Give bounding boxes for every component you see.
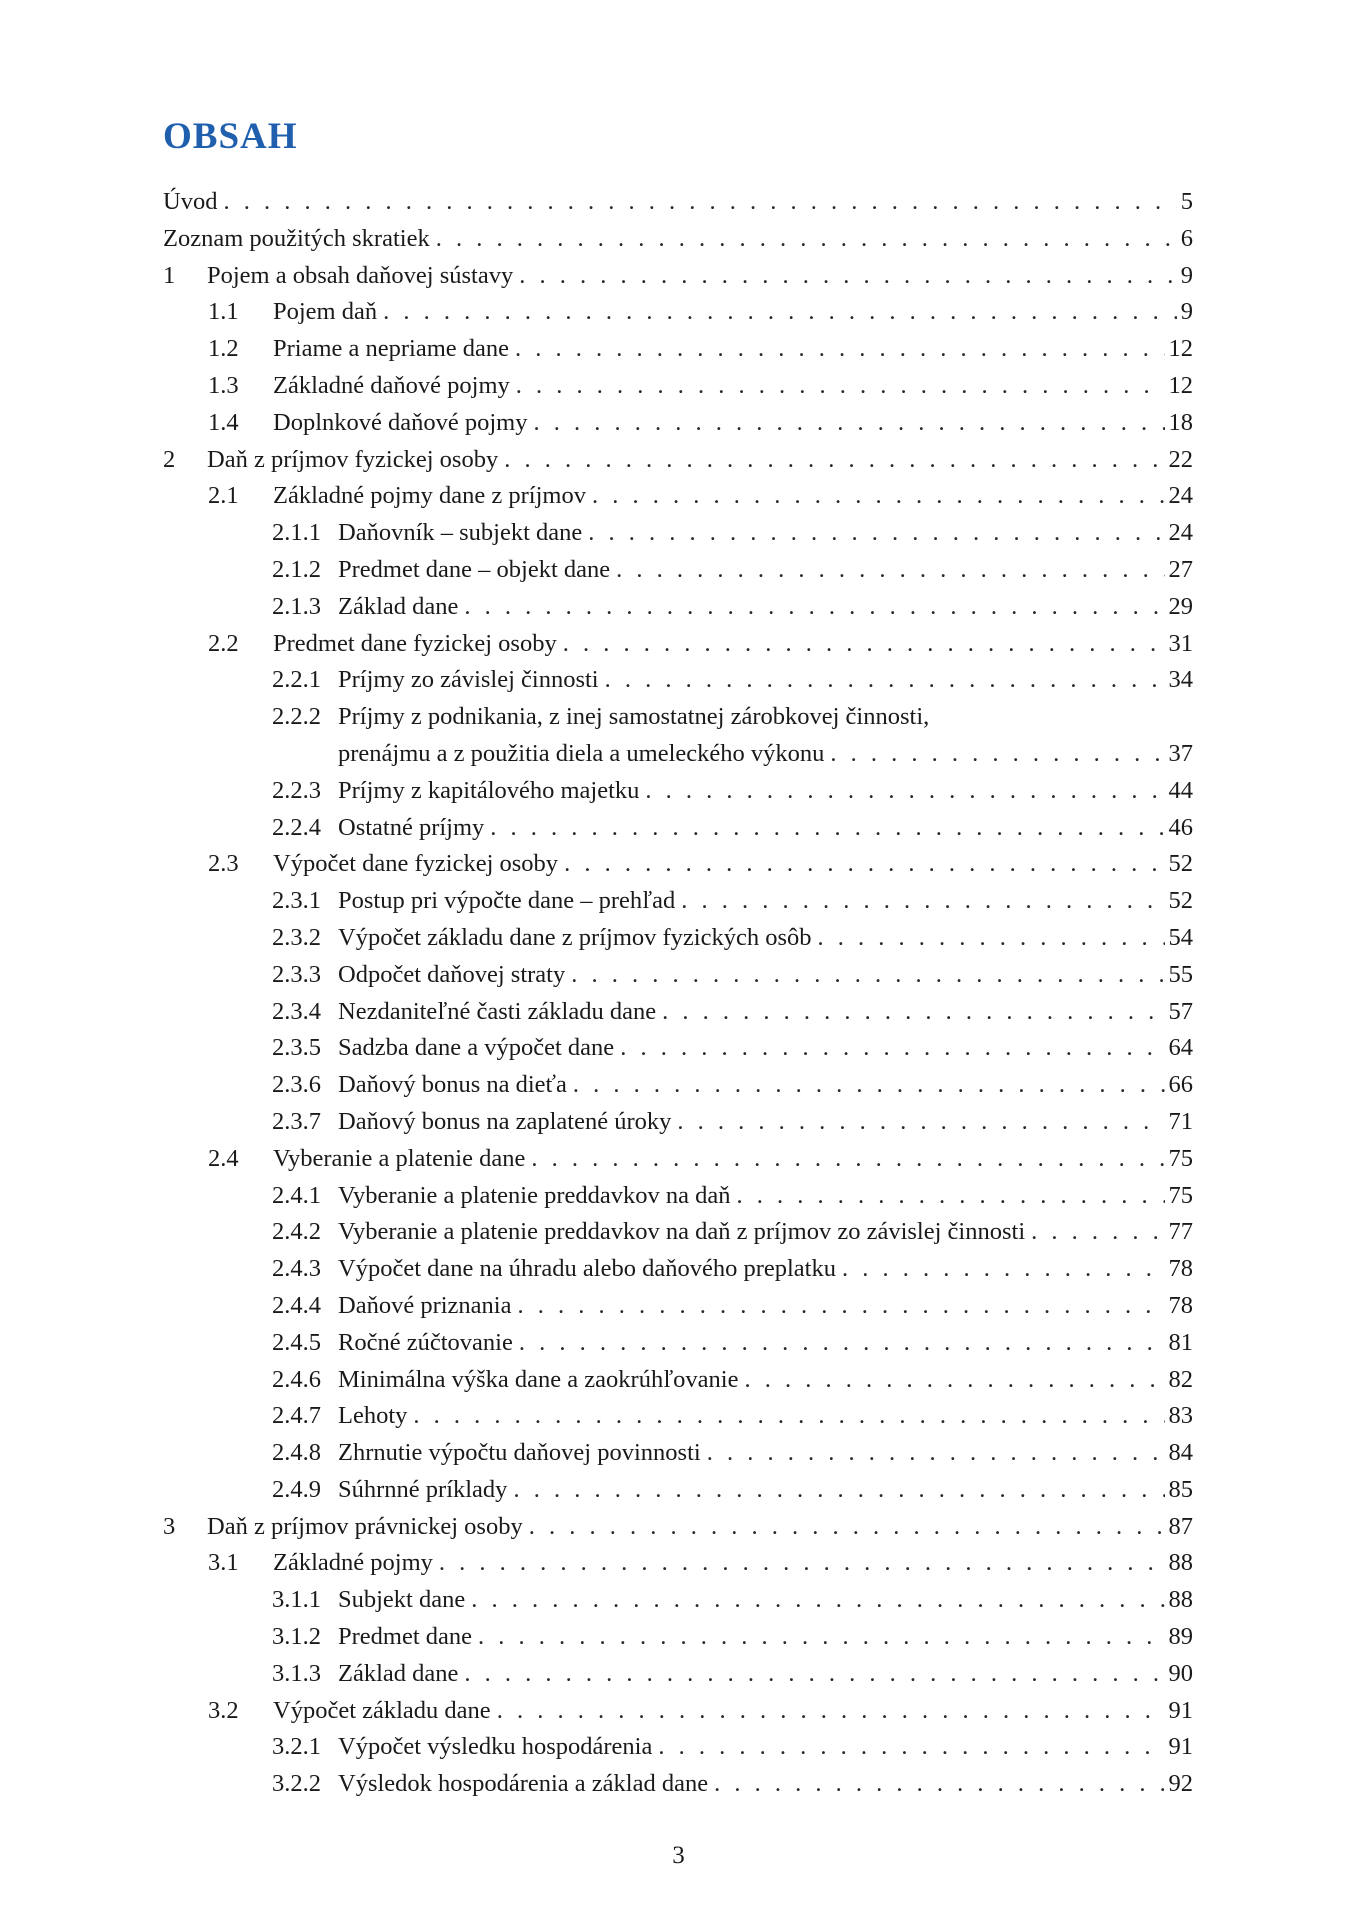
toc-entry[interactable] (163, 258, 1193, 295)
toc-entry-title: Základ dane (338, 1659, 459, 1687)
toc-entry-number: 1 (163, 261, 176, 289)
toc-entry-title: Odpočet daňovej straty (338, 960, 566, 988)
dot-leader (517, 1288, 1164, 1325)
toc-entry-page: 82 (1168, 1365, 1193, 1393)
toc-entry-page: 27 (1168, 555, 1193, 583)
toc-entry[interactable] (163, 1178, 1193, 1215)
toc-entry-title: Pojem a obsah daňovej sústavy (207, 261, 514, 289)
dot-leader (677, 1104, 1164, 1141)
toc-entry-title: Príjmy z podnikania, z inej samostatnej zárobkovej činnosti, (338, 703, 930, 731)
toc-entry-number: 2.2.2 (272, 703, 321, 731)
toc-entry-title: Základ dane (338, 592, 459, 620)
toc-entry-page: 78 (1168, 1291, 1193, 1319)
toc-entry-number: 2.2.3 (272, 776, 321, 804)
toc-entry-title: Daň z príjmov právnickej osoby (207, 1512, 523, 1540)
toc-entry-page: 22 (1168, 445, 1193, 473)
toc-entry[interactable] (163, 589, 1193, 626)
page-title: OBSAH (163, 116, 298, 157)
toc-entry-title: Predmet dane (338, 1623, 473, 1651)
toc-entry-title: Výpočet výsledku hospodárenia (338, 1733, 653, 1761)
toc-entry-number: 2.3.7 (272, 1107, 321, 1135)
toc-entry-page: 64 (1168, 1034, 1193, 1062)
toc-entry-page: 66 (1168, 1071, 1193, 1099)
toc-entry-page: 24 (1168, 482, 1193, 510)
toc-entry-number: 2.4.1 (272, 1181, 321, 1209)
toc-entry-number: 3.1.1 (272, 1586, 321, 1614)
toc-entry-title: Výpočet dane na úhradu alebo daňového preplatku (338, 1255, 836, 1283)
toc-entry[interactable] (163, 1398, 1193, 1435)
dot-leader (707, 1435, 1165, 1472)
toc-entry-page: 88 (1168, 1549, 1193, 1577)
toc-entry[interactable] (163, 773, 1193, 810)
dot-leader (513, 1472, 1164, 1509)
toc-entry[interactable] (163, 1288, 1193, 1325)
dot-leader (529, 1509, 1165, 1546)
toc-entry-number: 3.1.3 (272, 1659, 321, 1687)
toc-entry-number: 2.4.6 (272, 1365, 321, 1393)
toc-entry-page: 12 (1168, 335, 1193, 363)
toc-entry-title: Výpočet základu dane z príjmov fyzických osôb (338, 923, 812, 951)
dot-leader (564, 846, 1164, 883)
toc-entry[interactable] (163, 1509, 1193, 1546)
toc-entry[interactable] (163, 1030, 1193, 1067)
toc-entry-title: Zoznam použitých skratiek (163, 224, 430, 252)
toc-entry-title: Pojem daň (273, 298, 378, 326)
toc-entry-number: 2 (163, 445, 176, 473)
toc-entry-page: 88 (1168, 1586, 1193, 1614)
toc-entry-number: 2.1.3 (272, 592, 321, 620)
toc-entry[interactable] (163, 1251, 1193, 1288)
toc-entry[interactable] (163, 1766, 1193, 1803)
toc-entry-title: Výpočet základu dane (273, 1696, 491, 1724)
table-of-contents (163, 184, 1193, 1803)
toc-entry-number: 1.3 (208, 371, 239, 399)
toc-entry-page: 91 (1168, 1696, 1193, 1724)
toc-entry-number: 2.3.5 (272, 1034, 321, 1062)
toc-entry[interactable] (163, 368, 1193, 405)
toc-entry-title: Daňový bonus na zaplatené úroky (338, 1107, 672, 1135)
toc-entry[interactable] (163, 1582, 1193, 1619)
dot-leader (383, 294, 1177, 331)
toc-entry-number: 2.4.8 (272, 1439, 321, 1467)
toc-entry-title: Ostatné príjmy (338, 813, 485, 841)
dot-leader (681, 883, 1164, 920)
dot-leader (519, 258, 1177, 295)
toc-entry[interactable] (163, 1693, 1193, 1730)
toc-entry-title: Základné daňové pojmy (273, 371, 510, 399)
dot-leader (413, 1398, 1164, 1435)
toc-entry[interactable] (163, 810, 1193, 847)
dot-leader (592, 478, 1165, 515)
toc-entry-number: 1.4 (208, 408, 239, 436)
toc-entry[interactable] (163, 1325, 1193, 1362)
toc-entry-page: 44 (1168, 776, 1193, 804)
dot-leader (519, 1325, 1165, 1362)
toc-entry-title: prenájmu a z použitia diela a umeleckého výkonu (338, 739, 825, 767)
toc-entry-number: 3.2.2 (272, 1770, 321, 1798)
toc-entry[interactable] (163, 1214, 1193, 1251)
toc-entry[interactable] (163, 442, 1193, 479)
toc-entry[interactable] (163, 1619, 1193, 1656)
toc-entry-page: 55 (1168, 960, 1193, 988)
page-number: 3 (672, 1842, 685, 1869)
dot-leader (616, 552, 1164, 589)
toc-entry-title: Základné pojmy (273, 1549, 433, 1577)
toc-entry-number: 2.4.9 (272, 1475, 321, 1503)
toc-entry-number: 2.3.2 (272, 923, 321, 951)
dot-leader (531, 1141, 1164, 1178)
toc-entry-number: 2.1 (208, 482, 239, 510)
toc-entry[interactable] (163, 515, 1193, 552)
toc-entry-title: Súhrnné príklady (338, 1475, 508, 1503)
toc-entry-title: Ročné zúčtovanie (338, 1328, 513, 1356)
dot-leader (818, 920, 1165, 957)
toc-entry-number: 3.2.1 (272, 1733, 321, 1761)
dot-leader (464, 1656, 1164, 1693)
dot-leader (515, 331, 1164, 368)
toc-entry-number: 2.1.1 (272, 519, 321, 547)
toc-entry-page: 29 (1168, 592, 1193, 620)
toc-entry[interactable] (163, 184, 1193, 221)
toc-entry-title: Priame a nepriame dane (273, 335, 510, 363)
toc-entry-page: 57 (1168, 997, 1193, 1025)
toc-entry-number: 2.4.2 (272, 1218, 321, 1246)
toc-entry-page: 31 (1168, 629, 1193, 657)
dot-leader (744, 1362, 1164, 1399)
toc-entry-number: 2.4.3 (272, 1255, 321, 1283)
toc-entry-page: 85 (1168, 1475, 1193, 1503)
toc-entry[interactable] (163, 626, 1193, 663)
dot-leader (563, 626, 1165, 663)
toc-entry-page: 12 (1168, 371, 1193, 399)
toc-entry-title: Doplnkové daňové pojmy (273, 408, 528, 436)
toc-entry[interactable] (163, 920, 1193, 957)
toc-entry-title: Príjmy z kapitálového majetku (338, 776, 640, 804)
dot-leader (714, 1766, 1164, 1803)
toc-entry-page: 6 (1180, 224, 1193, 252)
toc-entry[interactable] (163, 957, 1193, 994)
toc-entry-title: Postup pri výpočte dane – prehľad (338, 887, 676, 915)
toc-entry[interactable] (163, 994, 1193, 1031)
toc-entry-title: Zhrnutie výpočtu daňovej povinnosti (338, 1439, 701, 1467)
toc-entry-title: Výpočet dane fyzickej osoby (273, 850, 559, 878)
toc-entry[interactable] (163, 883, 1193, 920)
toc-entry-page: 84 (1168, 1439, 1193, 1467)
toc-entry-number: 2.2.1 (272, 666, 321, 694)
toc-entry-page: 75 (1168, 1144, 1193, 1172)
dot-leader (605, 662, 1165, 699)
toc-entry[interactable] (163, 405, 1193, 442)
toc-entry-page: 54 (1168, 923, 1193, 951)
toc-entry[interactable] (163, 1472, 1193, 1509)
toc-entry-title: Daňové priznania (338, 1291, 512, 1319)
dot-leader (620, 1030, 1164, 1067)
toc-entry-number: 3 (163, 1512, 176, 1540)
dot-leader (645, 773, 1164, 810)
toc-entry-page: 89 (1168, 1623, 1193, 1651)
dot-leader (490, 810, 1164, 847)
dot-leader (737, 1178, 1165, 1215)
toc-entry[interactable] (163, 1141, 1193, 1178)
toc-entry-number: 2.3.3 (272, 960, 321, 988)
toc-entry[interactable] (163, 1362, 1193, 1399)
toc-entry[interactable] (163, 1067, 1193, 1104)
toc-entry[interactable] (163, 662, 1193, 699)
toc-entry-page: 90 (1168, 1659, 1193, 1687)
toc-entry-title: Predmet dane – objekt dane (338, 555, 611, 583)
toc-entry-page: 83 (1168, 1402, 1193, 1430)
toc-entry-title: Nezdaniteľné časti základu dane (338, 997, 657, 1025)
toc-entry-title: Príjmy zo závislej činnosti (338, 666, 599, 694)
toc-entry-number: 3.2 (208, 1696, 239, 1724)
dot-leader (223, 184, 1176, 221)
toc-entry-page: 37 (1168, 739, 1193, 767)
toc-entry-title: Daňový bonus na dieťa (338, 1071, 567, 1099)
toc-entry-title: Vyberanie a platenie dane (273, 1144, 526, 1172)
toc-entry[interactable] (163, 294, 1193, 331)
toc-entry[interactable] (163, 1545, 1193, 1582)
toc-entry-page: 81 (1168, 1328, 1193, 1356)
dot-leader (464, 589, 1164, 626)
toc-entry[interactable] (163, 1104, 1193, 1141)
toc-entry[interactable] (163, 478, 1193, 515)
toc-entry-page: 9 (1180, 261, 1193, 289)
toc-entry-number: 1.1 (208, 298, 239, 326)
toc-entry[interactable] (163, 736, 1193, 773)
toc-entry[interactable] (163, 1729, 1193, 1766)
toc-entry[interactable] (163, 221, 1193, 258)
toc-entry-page: 71 (1168, 1107, 1193, 1135)
toc-entry[interactable] (163, 846, 1193, 883)
toc-entry[interactable] (163, 552, 1193, 589)
dot-leader (658, 1729, 1164, 1766)
toc-entry-number: 3.1 (208, 1549, 239, 1577)
dot-leader (436, 221, 1177, 258)
toc-entry[interactable] (163, 1435, 1193, 1472)
toc-entry-title: Výsledok hospodárenia a základ dane (338, 1770, 709, 1798)
dot-leader (571, 957, 1164, 994)
toc-entry-number: 2.3.4 (272, 997, 321, 1025)
dot-leader (588, 515, 1164, 552)
toc-entry-title: Daň z príjmov fyzickej osoby (207, 445, 499, 473)
dot-leader (842, 1251, 1165, 1288)
toc-entry-title: Vyberanie a platenie preddavkov na daň (338, 1181, 731, 1209)
toc-entry-page: 77 (1168, 1218, 1193, 1246)
toc-entry-page: 91 (1168, 1733, 1193, 1761)
dot-leader (504, 442, 1164, 479)
toc-entry-number: 2.3.6 (272, 1071, 321, 1099)
dot-leader (1031, 1214, 1164, 1251)
toc-entry-page: 9 (1180, 298, 1193, 326)
dot-leader (478, 1619, 1164, 1656)
toc-entry-number: 2.4.4 (272, 1291, 321, 1319)
toc-entry-page: 34 (1168, 666, 1193, 694)
toc-entry-title: Lehoty (338, 1402, 408, 1430)
dot-leader (830, 736, 1164, 773)
toc-entry-number: 2.1.2 (272, 555, 321, 583)
toc-entry-number: 3.1.2 (272, 1623, 321, 1651)
toc-entry-page: 18 (1168, 408, 1193, 436)
toc-entry-number: 1.2 (208, 335, 239, 363)
toc-entry-title: Základné pojmy dane z príjmov (273, 482, 586, 510)
toc-entry-title: Predmet dane fyzickej osoby (273, 629, 557, 657)
toc-entry-page: 75 (1168, 1181, 1193, 1209)
dot-leader (573, 1067, 1165, 1104)
dot-leader (516, 368, 1165, 405)
toc-entry-page: 52 (1168, 850, 1193, 878)
dot-leader (534, 405, 1165, 442)
toc-entry-number: 2.4 (208, 1144, 239, 1172)
toc-entry-page: 52 (1168, 887, 1193, 915)
toc-entry[interactable] (163, 699, 1193, 736)
toc-entry-page: 5 (1180, 188, 1193, 215)
dot-leader (497, 1693, 1165, 1730)
dot-leader (471, 1582, 1164, 1619)
toc-entry-title: Minimálna výška dane a zaokrúhľovanie (338, 1365, 739, 1393)
toc-entry-page: 24 (1168, 519, 1193, 547)
dot-leader (662, 994, 1164, 1031)
toc-entry-number: 2.3.1 (272, 887, 321, 915)
toc-entry-number: 2.2 (208, 629, 239, 657)
toc-entry-title: Vyberanie a platenie preddavkov na daň z príjmov zo závislej činnosti (338, 1218, 1026, 1246)
toc-entry-page: 46 (1168, 813, 1193, 841)
toc-entry-page: 78 (1168, 1255, 1193, 1283)
toc-entry[interactable] (163, 1656, 1193, 1693)
toc-entry-number: 2.4.7 (272, 1402, 321, 1430)
toc-entry-page: 92 (1168, 1770, 1193, 1798)
toc-entry-number: 2.3 (208, 850, 239, 878)
toc-entry-page: 87 (1168, 1512, 1193, 1540)
toc-entry-number: 2.4.5 (272, 1328, 321, 1356)
dot-leader (439, 1545, 1165, 1582)
toc-entry-title: Subjekt dane (338, 1586, 466, 1614)
toc-entry-title: Daňovník – subjekt dane (338, 519, 583, 547)
toc-entry-number: 2.2.4 (272, 813, 321, 841)
toc-entry-title: Sadzba dane a výpočet dane (338, 1034, 615, 1062)
toc-entry[interactable] (163, 331, 1193, 368)
toc-entry-title: Úvod (163, 188, 218, 215)
